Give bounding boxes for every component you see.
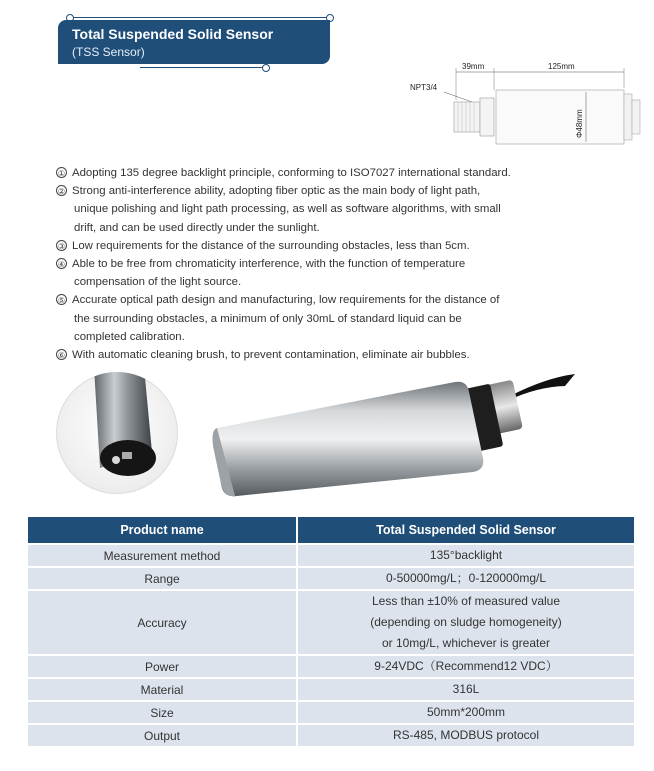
feature-item — [56, 164, 616, 182]
row-value-line: 0-50000mg/L；0-120000mg/L — [385, 571, 547, 585]
row-value-line: RS-485, MODBUS protocol — [392, 728, 540, 742]
spec-table — [26, 515, 636, 748]
row-value-line: or 10mg/L, whichever is greater — [381, 636, 551, 650]
feature-text: the surrounding obstacles, a minimum of only 30mL of standard liquid can be — [74, 312, 462, 325]
feature-number: ① — [57, 169, 66, 178]
row-value-line: 50mm*200mm — [426, 705, 506, 719]
row-value — [298, 679, 634, 700]
feature-text: unique polishing and light path processing, as well as software algorithms, with small — [74, 203, 501, 216]
row-value — [298, 656, 634, 677]
row-value — [298, 725, 634, 746]
table-header-row — [28, 517, 634, 543]
feature-number: ⑥ — [57, 351, 66, 361]
feature-text: Low requirements for the distance of the surrounding obstacles, less than 5cm. — [72, 239, 470, 252]
page-title: Total Suspended Solid Sensor — [72, 26, 274, 42]
header-product-name: Product name — [28, 517, 296, 543]
row-value-line: 135°backlight — [429, 548, 503, 562]
table-row — [28, 702, 634, 723]
row-label: Accuracy — [28, 591, 296, 654]
table-row — [28, 725, 634, 746]
title-banner — [58, 20, 330, 64]
row-value-line: Less than ±10% of measured value — [371, 594, 561, 608]
table-row — [28, 568, 634, 589]
sensor-end-photo — [56, 372, 178, 494]
row-label: Power — [28, 656, 296, 677]
table-row — [28, 591, 634, 654]
dim-left-label: 39mm — [462, 62, 485, 71]
feature-number: ⑤ — [57, 296, 66, 306]
feature-item — [56, 255, 616, 291]
thread-label: NPT3/4 — [410, 83, 438, 92]
feature-text: compensation of the light source. — [74, 276, 242, 289]
feature-item — [56, 291, 616, 346]
row-value-line: 316L — [452, 682, 480, 696]
row-value — [298, 568, 634, 589]
dim-diameter-label: Φ48mm — [575, 109, 584, 138]
feature-text: drift, and can be used directly under the sunlight. — [74, 221, 320, 234]
feature-text: Strong anti-interference ability, adopting fiber optic as the main body of light path, — [72, 185, 481, 198]
sensor-main-photo — [205, 362, 595, 502]
row-label: Output — [28, 725, 296, 746]
row-label: Size — [28, 702, 296, 723]
feature-text: Able to be free from chromaticity interference, with the function of temperature — [72, 258, 466, 271]
feature-number: ④ — [57, 260, 66, 270]
header-product-value: Total Suspended Solid Sensor — [298, 517, 634, 543]
feature-text: Accurate optical path design and manufacturing, low requirements for the distance of — [72, 294, 500, 307]
row-value-line: (depending on sludge homogeneity) — [370, 615, 562, 629]
feature-item — [56, 182, 616, 237]
feature-number: ② — [57, 187, 66, 197]
row-value — [298, 545, 634, 566]
dimension-drawing — [406, 60, 646, 160]
dim-right-label: 125mm — [548, 62, 575, 71]
page-subtitle: (TSS Sensor) — [72, 45, 145, 59]
banner-dot-bottom — [262, 64, 270, 72]
table-row — [28, 656, 634, 677]
row-label: Range — [28, 568, 296, 589]
row-label: Material — [28, 679, 296, 700]
row-label: Measurement method — [28, 545, 296, 566]
table-row — [28, 545, 634, 566]
feature-list — [56, 164, 616, 364]
feature-text: completed calibration. — [74, 330, 185, 343]
feature-item — [56, 237, 616, 255]
feature-number: ③ — [57, 241, 66, 251]
table-row — [28, 679, 634, 700]
feature-text: Adopting 135 degree backlight principle, conforming to ISO7027 international standard. — [72, 167, 511, 179]
row-value — [298, 702, 634, 723]
row-value — [298, 591, 634, 654]
row-value-line: 9-24VDC（Recommend12 VDC） — [374, 659, 558, 673]
feature-text: With automatic cleaning brush, to prevent contamination, eliminate air bubbles. — [72, 349, 470, 362]
